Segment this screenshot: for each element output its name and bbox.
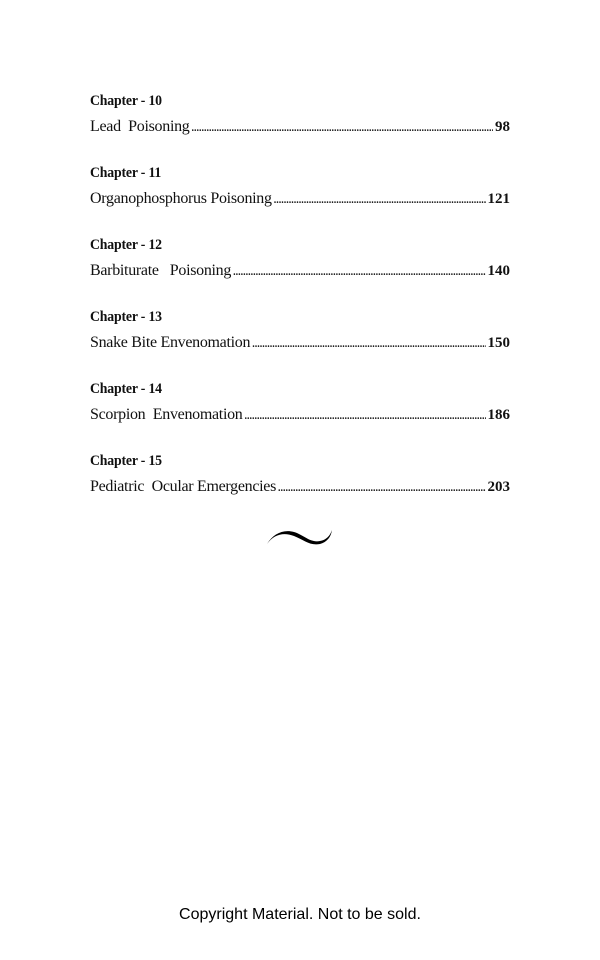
toc-entry-line bbox=[90, 405, 510, 425]
toc-entry-chapter-13 bbox=[90, 306, 510, 378]
toc-entry-chapter-15 bbox=[90, 450, 510, 522]
chapter-title: Organophosphorus Poisoning bbox=[90, 190, 272, 207]
chapter-title: Barbiturate Poisoning bbox=[90, 262, 232, 279]
copyright-notice: Copyright Material. Not to be sold. bbox=[179, 906, 421, 923]
chapter-title: Snake Bite Envenomation bbox=[90, 334, 251, 351]
chapter-heading: Chapter - 10 bbox=[90, 93, 162, 109]
page-number: 150 bbox=[487, 335, 510, 351]
chapter-title: Pediatric Ocular Emergencies bbox=[90, 478, 277, 495]
page-number: 98 bbox=[495, 119, 510, 135]
page-number: 186 bbox=[487, 407, 510, 423]
dot-leader bbox=[233, 265, 485, 281]
toc-entry-chapter-10 bbox=[90, 90, 510, 162]
dot-leader bbox=[252, 337, 485, 353]
chapter-heading: Chapter - 13 bbox=[90, 309, 162, 325]
toc-entry-line bbox=[90, 261, 510, 281]
toc-entry-chapter-11 bbox=[90, 162, 510, 234]
chapter-title: Lead Poisoning bbox=[90, 118, 190, 135]
page-number: 203 bbox=[487, 479, 510, 495]
toc-entry-line bbox=[90, 477, 510, 497]
toc-entry-line bbox=[90, 189, 510, 209]
dot-leader bbox=[274, 193, 486, 209]
chapter-heading: Chapter - 15 bbox=[90, 453, 162, 469]
chapter-heading: Chapter - 14 bbox=[90, 381, 162, 397]
table-of-contents bbox=[90, 90, 510, 522]
dot-leader bbox=[192, 121, 494, 137]
dot-leader bbox=[278, 481, 485, 497]
chapter-heading: Chapter - 11 bbox=[90, 165, 162, 181]
toc-entry-line bbox=[90, 333, 510, 353]
swash-tilde-ornament-icon bbox=[264, 522, 336, 552]
chapter-heading: Chapter - 12 bbox=[90, 237, 162, 253]
page-number: 140 bbox=[487, 263, 510, 279]
page-number: 121 bbox=[487, 191, 510, 207]
toc-entry-chapter-12 bbox=[90, 234, 510, 306]
toc-entry-line bbox=[90, 117, 510, 137]
toc-entry-chapter-14 bbox=[90, 378, 510, 450]
dot-leader bbox=[245, 409, 486, 425]
chapter-title: Scorpion Envenomation bbox=[90, 406, 243, 423]
